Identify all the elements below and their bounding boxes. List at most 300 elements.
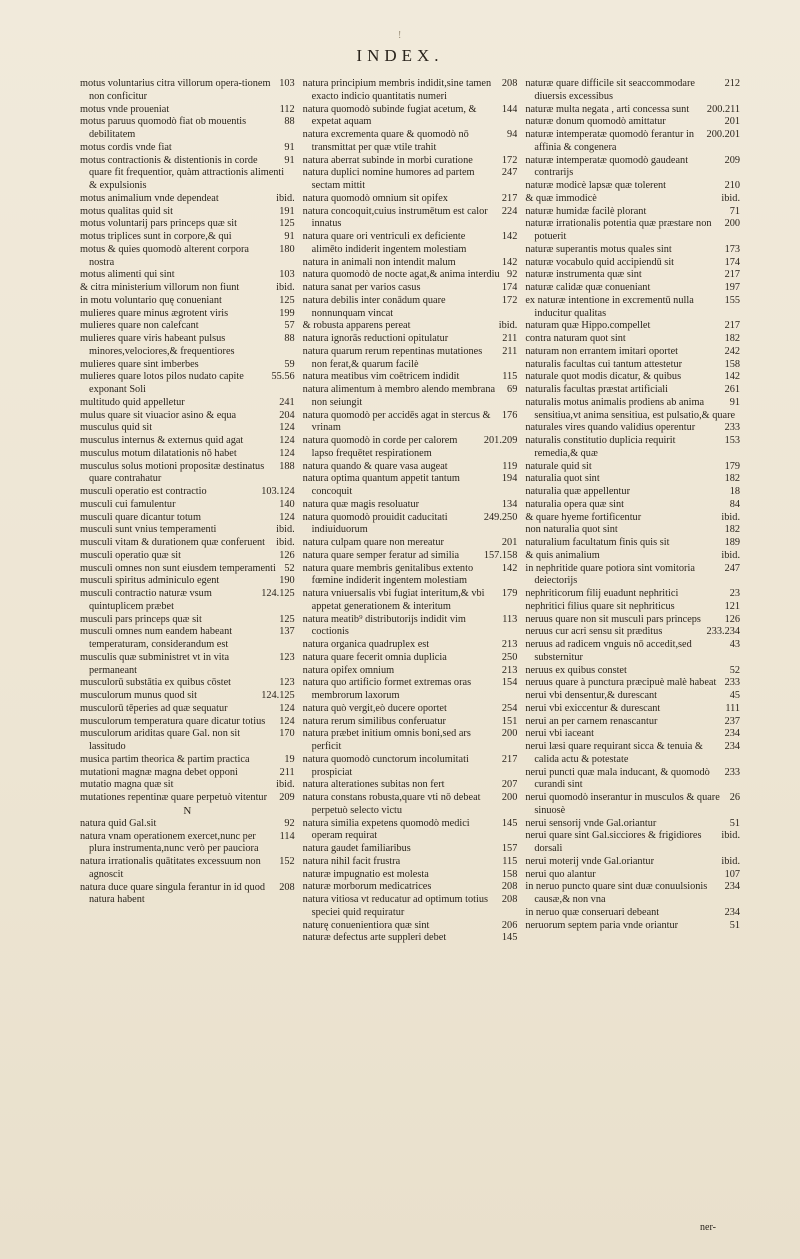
index-columns <box>80 78 740 1228</box>
index-entry <box>80 767 295 780</box>
index-entry <box>80 728 295 754</box>
page-ref: ibid. <box>721 855 741 867</box>
entry-text: naturam non errantem imitari oportet <box>525 345 679 357</box>
index-entry <box>80 588 295 614</box>
index-entry <box>303 843 518 856</box>
page-ref: 23 <box>729 588 741 599</box>
page-ref: 124 <box>279 702 295 714</box>
page-ref: 250 <box>501 651 518 663</box>
entry-text: natura quomodò subinde fugiat acetum, & expetat aquam <box>302 103 477 128</box>
index-entry <box>303 932 518 945</box>
page-ref: 88 <box>284 116 295 128</box>
page-ref: 182 <box>724 333 741 344</box>
index-entry <box>525 384 740 397</box>
entry-text: in neruo puncto quare sint duæ conuulsionis causæ,& non vna <box>525 881 708 905</box>
entry-text: mutationes repentinæ quare perpetuò vitentur <box>80 792 268 803</box>
entry-text: naturæ vocabulo quid accipiendū sit <box>525 256 675 268</box>
index-entry <box>80 677 295 690</box>
entry-text: musculorū tēperies ad quæ sequatur <box>80 702 228 714</box>
entry-text: nerui an per carnem renascantur <box>525 715 658 727</box>
entry-text: nerui quare sint Gal.sicciores & frigidiores dorsali <box>525 830 702 854</box>
index-entry <box>525 767 740 793</box>
entry-text: natura in animali non intendit malum <box>302 256 456 268</box>
page-ref: 158 <box>501 868 518 880</box>
index-entry <box>303 728 518 754</box>
index-entry <box>80 524 295 537</box>
entry-text: natura aberrat subinde in morbi curatione <box>302 154 473 166</box>
index-entry <box>303 563 518 589</box>
page-ref: 201 <box>724 116 741 128</box>
index-entry <box>525 104 740 117</box>
page-ref: 119 <box>502 460 518 472</box>
index-entry <box>525 473 740 486</box>
entry-text: natura quæ magis resoluatur <box>302 498 420 510</box>
entry-text: naturæ calidæ quæ conueniant <box>525 282 651 293</box>
entry-text: natura quid Gal.sit <box>80 817 157 829</box>
index-entry <box>525 626 740 639</box>
index-entry <box>303 792 518 818</box>
index-entry <box>525 881 740 907</box>
page-ref: 112 <box>279 103 295 115</box>
page-ref: 91 <box>284 231 295 242</box>
index-entry <box>525 601 740 614</box>
page-ref: 145 <box>501 932 518 944</box>
entry-text: natura gaudet familiaribus <box>302 843 411 854</box>
entry-text: natura duplici nomine humores ad partem sectam mittit <box>302 167 475 191</box>
page-ref: 242 <box>724 345 741 357</box>
index-entry <box>80 244 295 270</box>
index-entry <box>303 550 518 563</box>
index-entry <box>303 231 518 257</box>
page-ref: 200 <box>501 792 518 803</box>
page-ref: 212 <box>724 78 741 89</box>
entry-text: natura quo artificio formet extremas oras membrorum laxorum <box>302 677 472 701</box>
page-ref: 199 <box>279 307 295 319</box>
page-ref: 191 <box>279 205 295 217</box>
page-ref: 115 <box>502 371 518 383</box>
entry-text: mulieres quare lotos pilos nudato capite exponant Soli <box>80 371 244 395</box>
index-entry <box>303 703 518 716</box>
index-entry <box>303 257 518 270</box>
entry-text: neruus quare non sit musculi pars princeps <box>525 613 701 625</box>
entry-text: contra naturam quot sint <box>525 333 626 344</box>
page-ref: ibid. <box>276 192 295 204</box>
index-entry <box>303 499 518 512</box>
entry-text: natura debilis inter conādum quare nonnunquam vincat <box>302 294 446 319</box>
index-column-2 <box>303 78 518 1228</box>
index-entry <box>303 167 518 193</box>
page-ref: 204 <box>279 409 295 421</box>
page-ref: 124 <box>279 422 295 434</box>
page-ref: 125 <box>279 294 295 306</box>
entry-text: nerui læsi quare requirant sicca & tenuia & calida actu & potestate <box>525 741 703 765</box>
index-entry <box>80 371 295 397</box>
index-entry <box>303 384 518 410</box>
entry-text: natura similia expetens quomodò medici operam requirat <box>302 817 470 842</box>
index-entry <box>303 410 518 436</box>
entry-text: naturæ impugnatio est molesta <box>302 868 429 880</box>
index-entry <box>525 499 740 512</box>
index-entry <box>303 295 518 321</box>
page-ref: 124 <box>279 447 295 459</box>
index-entry <box>80 652 295 678</box>
index-entry <box>303 435 518 461</box>
entry-text: nerui vbi densentur,& durescant <box>525 690 658 701</box>
index-entry <box>303 537 518 550</box>
index-entry <box>303 193 518 206</box>
page-ref: 182 <box>724 524 741 536</box>
index-entry <box>303 473 518 499</box>
page-ref: 208 <box>279 881 295 893</box>
entry-text: nerui moterij vnde Gal.oriantur <box>525 855 655 867</box>
index-entry <box>303 206 518 232</box>
entry-text: nerui sensorij vnde Gal.oriantur <box>525 817 657 829</box>
entry-text: mulieres quare non calefcant <box>80 320 199 332</box>
index-entry <box>80 690 295 703</box>
page-ref: 52 <box>729 664 741 676</box>
page-ref: 126 <box>279 549 295 561</box>
index-entry <box>303 754 518 780</box>
page-ref: 176 <box>501 409 518 421</box>
index-entry <box>80 461 295 487</box>
entry-text: natura organica quadruplex est <box>302 639 430 650</box>
index-entry <box>80 856 295 882</box>
index-entry <box>525 524 740 537</box>
index-entry <box>80 78 295 104</box>
page-ref: ibid. <box>721 830 741 842</box>
page-ref: ibid. <box>721 511 741 523</box>
entry-text: natura ignorās reductioni opitulatur <box>302 333 449 344</box>
page-ref: 26 <box>729 792 741 803</box>
page-ref: 142 <box>501 256 518 268</box>
index-entry <box>80 537 295 550</box>
page-ref: 153 <box>724 435 741 446</box>
index-entry <box>525 346 740 359</box>
page-ref: 254 <box>501 702 518 714</box>
page-ref: 69 <box>507 384 518 395</box>
entry-text: naturę conuenientiora quæ sint <box>302 919 430 931</box>
index-entry <box>303 677 518 703</box>
entry-text: natura quomodò in corde per calorem lapso frequētet respirationem <box>302 435 458 459</box>
index-entry <box>80 550 295 563</box>
page-ref: 182 <box>724 473 741 485</box>
index-entry <box>80 754 295 767</box>
index-entry <box>525 422 740 435</box>
index-entry <box>525 537 740 550</box>
entry-text: naturalia opera quæ sint <box>525 498 624 510</box>
index-entry <box>525 461 740 474</box>
entry-text: natura meatibus vim coētricem indidit <box>302 371 460 383</box>
index-entry <box>303 155 518 168</box>
page-ref: 103 <box>279 269 295 281</box>
page-ref: 211 <box>502 345 518 357</box>
page-ref: 88 <box>284 333 295 344</box>
entry-text: musculi omnes num eandem habeant temperaturam, considerandum est <box>80 626 233 650</box>
page-ref: 145 <box>501 817 518 829</box>
entry-text: musculorū substātia ex quibus cōstet <box>80 677 231 689</box>
entry-text: naturalis facultas præstat artificiali <box>525 384 669 395</box>
entry-text: natura concoquit,cuius instrumētum est calor innatus <box>302 205 488 230</box>
page-ref: 173 <box>724 243 741 255</box>
page-ref: 124 <box>279 435 295 446</box>
index-entry <box>525 193 740 206</box>
page-ref: 43 <box>729 639 741 650</box>
index-entry <box>80 104 295 117</box>
entry-text: nephritici filius quare sit nephriticus <box>525 600 675 612</box>
entry-text: naturæ multa negata , arti concessa sunt <box>525 103 690 115</box>
index-entry <box>525 155 740 181</box>
entry-text: motus qualitas quid sit <box>80 205 173 217</box>
page-ref: 208 <box>501 881 518 893</box>
page-ref: 200 <box>724 218 741 230</box>
page-ref: 92 <box>507 269 518 281</box>
page-ref: 19 <box>284 753 295 765</box>
page-ref: 115 <box>502 855 518 867</box>
entry-text: motus alimenti qui sint <box>80 269 175 281</box>
catchword: ner- <box>700 1222 716 1233</box>
entry-text: musculorum temperatura quare dicatur totius <box>80 715 266 727</box>
entry-text: naturalis constitutio duplicia requirit remedia,& quæ <box>525 435 676 459</box>
entry-text: nerui quomodò inserantur in musculos & quare sinuosè <box>525 792 720 816</box>
index-entry <box>303 78 518 104</box>
index-entry <box>80 779 295 792</box>
entry-text: naturale quid sit <box>525 460 592 472</box>
index-entry <box>80 116 295 142</box>
page-ref: 233 <box>724 677 741 689</box>
index-entry <box>525 116 740 129</box>
index-entry <box>303 856 518 869</box>
entry-text: musculus quid sit <box>80 422 153 434</box>
entry-text: & quæ immodicè <box>525 192 597 204</box>
entry-text: ex naturæ intentione in excrementū nulla inducitur qualitas <box>525 294 694 319</box>
entry-text: & citra ministerium villorum non fiunt <box>80 282 240 293</box>
index-entry <box>525 282 740 295</box>
entry-text: natura quando & quare vasa augeat <box>302 460 448 472</box>
page-ref: 201.209 <box>483 435 518 446</box>
page-ref: 180 <box>279 243 295 255</box>
index-entry <box>303 652 518 665</box>
entry-text: & quare hyeme fortificentur <box>525 511 642 523</box>
page-ref: 114 <box>279 830 295 842</box>
index-entry <box>525 371 740 384</box>
index-entry <box>80 218 295 231</box>
page-ref: 113 <box>502 613 518 625</box>
entry-text: multitudo quid appelletur <box>80 396 185 408</box>
entry-text: musculi pars princeps quæ sit <box>80 613 202 625</box>
page-ref: 241 <box>279 396 295 408</box>
page-ref: 142 <box>501 562 518 574</box>
page-ref: 233 <box>724 422 741 434</box>
page-ref: 123 <box>279 677 295 689</box>
index-entry <box>303 333 518 346</box>
entry-text: mulieres quare viris habeant pulsus minores,velociores,& frequentiores <box>80 333 235 357</box>
entry-text: musculi operatio est contractio <box>80 486 207 497</box>
page-ref: 103 <box>279 78 295 89</box>
index-entry <box>303 588 518 614</box>
page-ref: 134 <box>501 498 518 510</box>
index-entry <box>525 907 740 920</box>
page-ref: 237 <box>724 715 741 727</box>
index-entry <box>525 588 740 601</box>
page-title: INDEX. <box>356 46 444 65</box>
index-entry <box>303 894 518 920</box>
index-entry <box>525 690 740 703</box>
page-ref: 55.56 <box>271 371 295 383</box>
top-mark: ! <box>398 30 402 41</box>
index-entry <box>303 512 518 538</box>
page-ref: 124.125 <box>261 588 295 599</box>
entry-text: naturæ defectus arte suppleri debet <box>302 932 447 944</box>
page-ref: 91 <box>729 396 741 408</box>
page-ref: 217 <box>501 753 518 765</box>
entry-text: neruorum septem paria vnde oriantur <box>525 919 679 931</box>
entry-text: mulus quare sit viuacior asino & equa <box>80 409 237 421</box>
page-ref: 59 <box>284 358 295 370</box>
entry-text: motus contractionis & distentionis in corde quare fit frequentior, quàm attractionis alimenti & expulsionis <box>80 154 285 191</box>
entry-text: natura meatib⁹ distributorijs indidit vim coctionis <box>302 613 466 638</box>
entry-text: natura vniuersalis vbi fugiat interitum,& vbi appetat generationem & interitum <box>302 588 485 612</box>
page-ref: 190 <box>279 575 295 587</box>
index-entry <box>525 677 740 690</box>
entry-text: musculi omnes non sunt eiusdem temperamenti <box>80 562 276 574</box>
index-entry <box>303 269 518 282</box>
page-ref: 224 <box>501 205 518 217</box>
page-ref: 154 <box>501 677 518 689</box>
entry-text: natura rerum similibus conferuatur <box>302 715 446 727</box>
entry-text: naturalis facultas cui tantum attestetur <box>525 358 683 370</box>
entry-text: natura præbet initium omnis boni,sed ars perficit <box>302 728 471 752</box>
page-ref: 209 <box>724 154 741 166</box>
entry-text: natura alimentum à membro alendo membrana non seiungit <box>302 384 496 408</box>
index-entry <box>80 448 295 461</box>
entry-text: natura quomodò prouidit caducitati indiuiduorum <box>302 511 448 536</box>
index-entry <box>303 129 518 155</box>
entry-text: motus paruus quomodò fiat ob mouentis debilitatem <box>80 116 247 140</box>
index-entry <box>525 180 740 193</box>
entry-text: neruus quare à punctura præcipuè malè habeat <box>525 677 717 689</box>
index-entry <box>525 920 740 933</box>
entry-text: nerui vbi exiccentur & durescant <box>525 702 661 714</box>
page-ref: 213 <box>501 664 518 676</box>
page-ref: 200 <box>501 728 518 740</box>
page-ref: 124 <box>279 511 295 523</box>
index-entry <box>303 779 518 792</box>
index-entry <box>525 792 740 818</box>
entry-text: musculi sunt vnius temperamenti <box>80 524 217 536</box>
page-ref: ibid. <box>276 282 295 293</box>
page-ref: 84 <box>729 498 741 510</box>
page-ref: 194 <box>501 473 518 485</box>
page-ref: 71 <box>729 205 741 217</box>
index-entry <box>80 422 295 435</box>
page-ref: 158 <box>724 358 741 370</box>
entry-text: natura quomodò de nocte agat,& anima interdiu <box>302 269 500 281</box>
entry-text: neruus ex quibus constet <box>525 664 627 676</box>
entry-text: natura quomodò omnium sit opifex <box>302 192 448 204</box>
entry-text: & quis animalium <box>525 549 600 561</box>
page-ref: 151 <box>501 715 518 727</box>
page-ref: 217 <box>501 192 518 204</box>
entry-text: nerui puncti quæ mala inducant, & quomodò curandi sint <box>525 766 710 791</box>
index-entry <box>80 499 295 512</box>
entry-text: natura quomodò cunctorum incolumitati prospiciat <box>302 753 469 778</box>
page-ref: 91 <box>284 154 295 166</box>
index-entry <box>303 320 518 333</box>
entry-text: naturalis motus animalis prodiens ab anima sensitiua,vt anima sensitiua, est pulsatio,& quare <box>525 396 736 421</box>
entry-text: motus animalium vnde dependeat <box>80 192 219 204</box>
entry-text: mulieres quare sint imberbes <box>80 358 199 370</box>
page-ref: 125 <box>279 218 295 230</box>
page-ref: ibid. <box>721 549 741 561</box>
index-entry <box>525 320 740 333</box>
index-entry <box>80 295 295 308</box>
entry-text: naturæ modicè lapsæ quæ tolerent <box>525 180 667 191</box>
entry-text: naturæ donum quomodò amittatur <box>525 116 666 128</box>
entry-text: natura culpam quare non mereatur <box>302 537 444 548</box>
page-ref: 211 <box>502 333 518 344</box>
entry-text: motus cordis vnde fiat <box>80 141 172 153</box>
page-ref: ibid. <box>276 524 295 536</box>
entry-text: naturalia quot sint <box>525 473 600 485</box>
index-entry <box>80 792 295 805</box>
page-ref: 57 <box>284 320 295 332</box>
index-entry <box>80 142 295 155</box>
page-ref: 51 <box>729 919 741 931</box>
page-ref: 179 <box>501 588 518 599</box>
entry-text: natura quare fecerit omnia duplicia <box>302 651 447 663</box>
entry-text: natura duce quare singula ferantur in id quod natura habent <box>80 881 265 906</box>
entry-text: natura vnam operationem exercet,nunc per plura instrumenta,nunc verò per pauciora <box>80 830 259 855</box>
entry-text: musculi spiritus adminiculo egent <box>80 575 220 587</box>
page-ref: 200.211 <box>706 103 741 115</box>
index-entry <box>303 869 518 882</box>
page-ref: 208 <box>501 78 518 89</box>
index-entry <box>80 155 295 193</box>
entry-text: naturæ irrationalis potentia quæ præstare non potuerit <box>525 218 712 242</box>
index-entry <box>525 741 740 767</box>
page-ref: 234 <box>724 741 741 752</box>
index-entry <box>525 78 740 104</box>
index-entry <box>303 818 518 844</box>
index-entry <box>80 563 295 576</box>
page-ref: 137 <box>279 626 295 638</box>
entry-text: nerui vbi iaceant <box>525 728 594 740</box>
index-entry <box>525 333 740 346</box>
page-ref: 51 <box>729 817 741 829</box>
index-entry <box>525 359 740 372</box>
index-entry <box>525 639 740 665</box>
index-entry <box>80 626 295 652</box>
entry-text: motus voluntarij pars princeps quæ sit <box>80 218 238 230</box>
entry-text: naturæ intemperatæ quomodò ferantur in affinia & congenera <box>525 129 695 153</box>
entry-text: in nephritide quare potiora sint vomitoria deiectorijs <box>525 562 695 587</box>
section-letter: N <box>183 804 192 817</box>
index-entry <box>525 703 740 716</box>
page-ref: 234 <box>724 881 741 893</box>
entry-text: musculi quare dicantur totum <box>80 511 201 523</box>
index-entry <box>525 550 740 563</box>
entry-text: naturales vires quando validius operentur <box>525 422 696 434</box>
page-ref: 107 <box>724 868 741 880</box>
page-ref: 126 <box>724 613 741 625</box>
index-entry <box>80 206 295 219</box>
page-ref: 217 <box>724 269 741 281</box>
index-entry <box>303 716 518 729</box>
index-entry <box>80 269 295 282</box>
entry-text: natura quò vergit,eò ducere oportet <box>302 702 447 714</box>
page-ref: ibid. <box>498 320 518 332</box>
index-entry <box>303 614 518 640</box>
